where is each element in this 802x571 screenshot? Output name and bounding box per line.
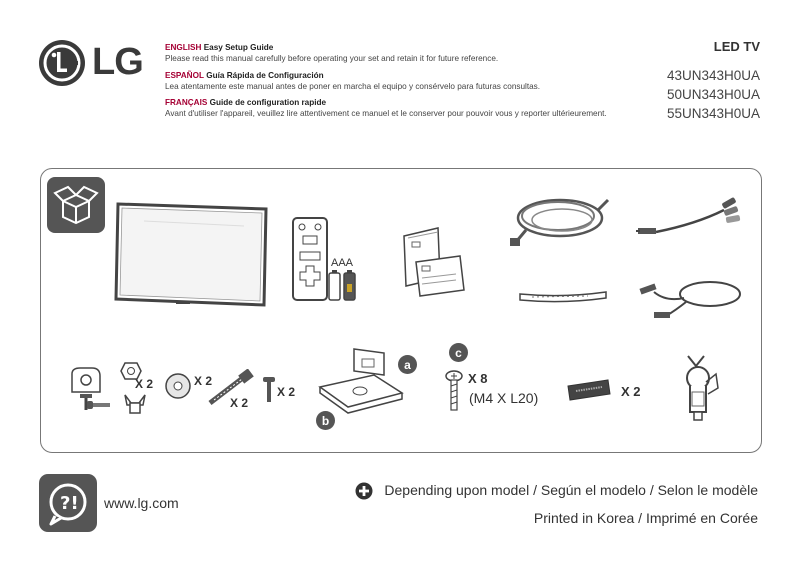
wing-nut-icon: [121, 391, 149, 415]
language-name: ENGLISH: [165, 43, 202, 52]
box-contents-icon: [47, 177, 105, 233]
small-screw-icon: [262, 376, 276, 404]
language-description: Please read this manual carefully before operating your set and retain it for future reference.: [165, 54, 499, 63]
lg-wordmark: LG: [92, 41, 143, 83]
product-type: LED TV: [713, 39, 760, 54]
plus-circle-icon: [355, 482, 373, 500]
m4-screw-icon: [445, 370, 463, 414]
model-number: 43UN343H0UA: [666, 68, 760, 83]
tv-set-icon: [114, 201, 270, 311]
audio-cable-icon: [636, 272, 744, 322]
model-dependency-note: Depending upon model / Según el modelo / Selon le modèle: [384, 482, 758, 498]
cable-tie-icon: [518, 288, 608, 306]
svg-text:?!: ?!: [60, 493, 79, 514]
cable-management-clip-icon: [566, 378, 612, 404]
remote-control-icon: [291, 216, 331, 302]
part-badge-c: c: [449, 343, 468, 362]
washer-quantity: X 2: [194, 374, 213, 388]
lg-logo: [38, 39, 150, 87]
lg-emblem-icon: [38, 39, 86, 87]
nut-quantity: X 2: [135, 377, 154, 391]
language-block-french: [165, 97, 620, 119]
battery-icon: [327, 270, 357, 302]
language-description: Lea atentamente este manual antes de poner en marcha el equipo y consérvelo para futuras consultas.: [165, 82, 541, 91]
language-guide-title: Easy Setup Guide: [203, 43, 274, 52]
language-guide-title: Guide de configuration rapide: [209, 98, 327, 107]
language-guide-title: Guía Rápida de Configuración: [206, 71, 324, 80]
model-list: [667, 66, 760, 123]
part-badge-b: b: [316, 411, 335, 430]
model-number: 50UN343H0UA: [666, 87, 760, 102]
website-link[interactable]: www.lg.com: [104, 495, 179, 511]
language-description: Avant d'utiliser l'appareil, veuillez lire attentivement ce manuel et le conserver pour pouvoir vous y reporter ultérieurement.: [165, 109, 607, 118]
screw-specification: (M4 X L20): [469, 390, 539, 406]
cable-holder-quantity: X 2: [621, 384, 641, 399]
language-block-spanish: [165, 70, 615, 92]
manual-booklets-icon: [400, 226, 468, 298]
bolt-quantity: X 2: [230, 396, 249, 410]
language-block-english: [165, 42, 615, 64]
printed-in-note: Printed in Korea / Imprimé en Corée: [533, 510, 758, 526]
small-screw-quantity: X 2: [277, 385, 296, 399]
part-badge-a: a: [398, 355, 417, 374]
screw-c-quantity: X 8: [468, 371, 488, 386]
help-question-icon: [39, 474, 97, 532]
power-cord-icon: [508, 190, 610, 248]
bracket-screw-icon: [86, 398, 112, 412]
wall-clip-icon: [676, 352, 724, 424]
language-name: ESPAÑOL: [165, 71, 204, 80]
av-cable-icon: [636, 194, 744, 244]
battery-type-label: AAA: [331, 257, 354, 269]
language-name: FRANÇAIS: [165, 98, 208, 107]
washer-icon: [164, 372, 192, 400]
model-number: 55UN343H0UA: [666, 106, 760, 121]
